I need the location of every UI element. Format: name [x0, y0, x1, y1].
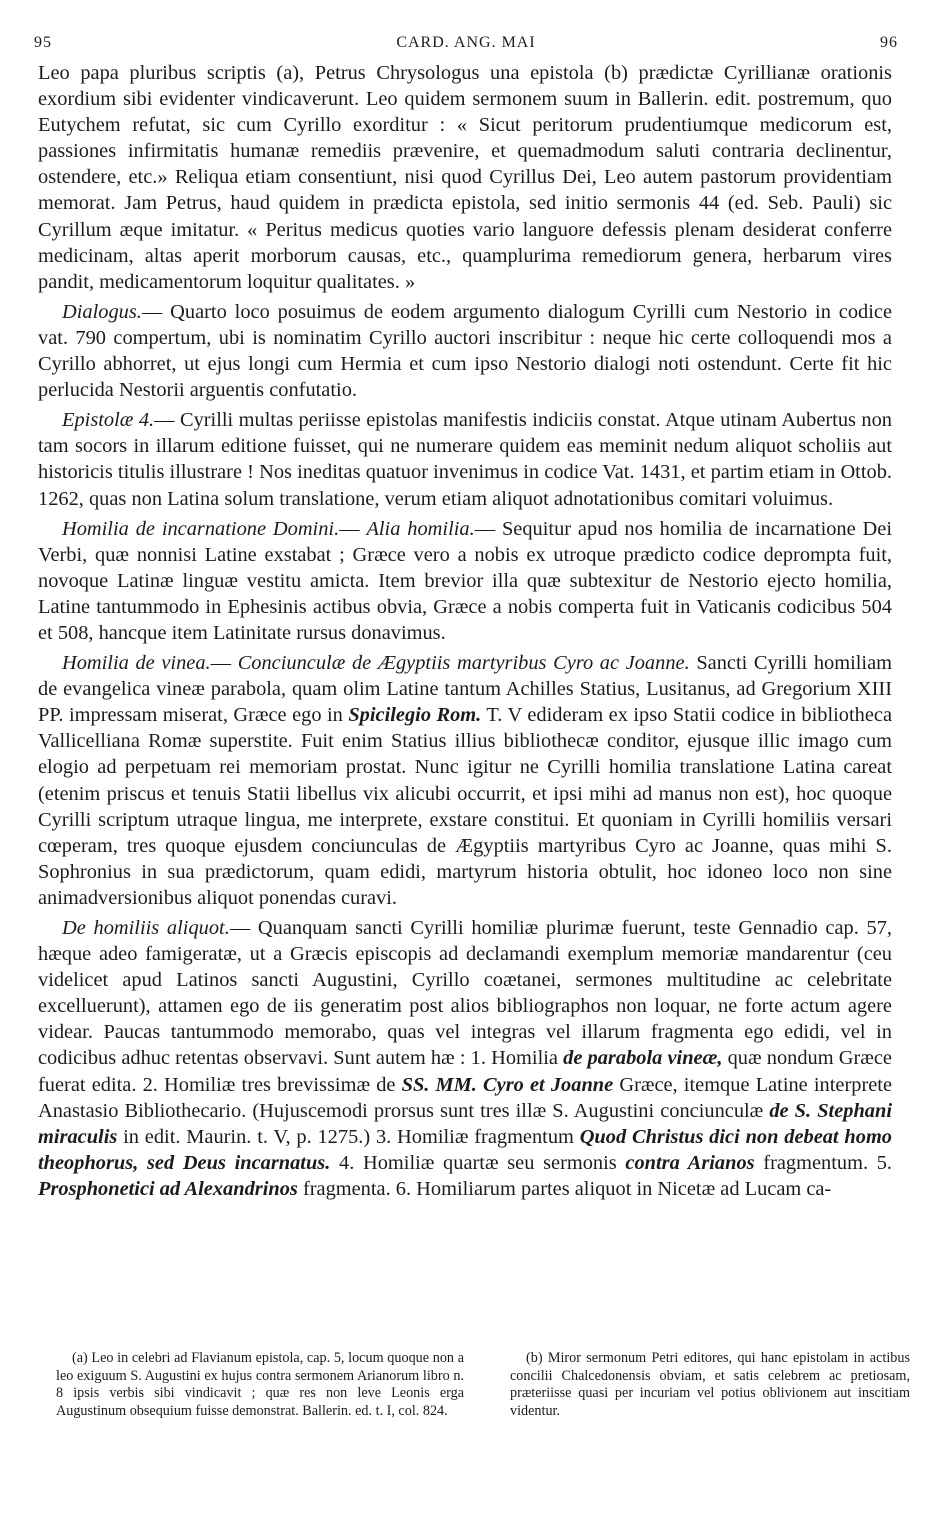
right-page-number: 96 — [880, 34, 898, 51]
italic-title: contra Arianos — [625, 1151, 755, 1174]
paragraph-homilia-incarnatione — [38, 516, 892, 646]
main-text — [38, 60, 892, 1202]
running-title: CARD. ANG. MAI — [396, 34, 536, 51]
section-label: Homilia de incarnatione Domini. — [62, 517, 340, 540]
label-dash: — — [339, 517, 367, 540]
footnote-a — [56, 1350, 464, 1420]
italic-title: de parabola vineæ, — [563, 1047, 723, 1070]
paragraph-text: fragmenta. 6. Homiliarum partes aliquot in Nicetæ ad Lucam ca- — [297, 1177, 832, 1200]
paragraph-text: — Sequitur apud nos homilia de incarnatione Dei Verbi, quæ nonnisi Latine exstabat ; Græce vero a nobis ex utroque prædicto codice deprompta fuit, novoque Latinæ linguæ vestitu amicta. Item brevior illa quæ subtexitur de Nestorio ejecto homilia, Latine tantummodo in Ephesinis actibus obvia, Græce a nobis comperta fuit in Vaticanis codicibus 504 et 508, hancque item Latinitate rursus donavimus. — [38, 517, 892, 644]
section-label: Dialogus. — [62, 300, 142, 323]
italic-title: Quod Christus dici non debeat homo theophorus, sed Deus incarnatus. — [38, 1125, 892, 1174]
section-label: Homilia de vinea. — [62, 652, 211, 675]
paragraph-epistolae — [38, 407, 892, 511]
paragraph-dialogus — [38, 299, 892, 403]
paragraph-text: quæ nondum Græce fuerat edita. 2. Homiliæ tres brevissimæ de — [38, 1047, 892, 1096]
section-label: Alia homilia. — [366, 517, 475, 540]
italic-title: de S. Stephani miraculis — [38, 1099, 892, 1148]
paragraph-text: fragmentum. 5. — [754, 1151, 893, 1174]
section-label: Epistolæ 4. — [62, 409, 155, 432]
footnote-b-text: (b) Miror sermonum Petri editores, qui hanc epistolam in actibus concilii Chalcedonensis obviam, et satis celebrem ac pretiosam, præteriisse quasi per incuriam vel potius oblivionem aut inscitiam videntur. — [510, 1350, 910, 1419]
paragraph-text: Græce, itemque Latine interprete Anastasio Bibliothecario. (Hujuscemodi prorsus sunt tres illæ S. Augustini conciunculæ — [38, 1073, 893, 1122]
italic-title: SS. MM. Cyro et Joanne — [401, 1073, 614, 1096]
paragraph-text: in edit. Maurin. t. V, p. 1275.) 3. Homiliæ fragmentum — [117, 1125, 580, 1148]
section-label: De homiliis aliquot. — [62, 917, 230, 939]
running-header — [34, 34, 898, 58]
label-dash: — — [210, 652, 238, 675]
italic-title: Spicilegio Rom. — [348, 704, 482, 727]
italic-title: Prosphonetici ad Alexandrinos — [38, 1177, 298, 1200]
paragraph-text: 4. Homiliæ quartæ seu sermonis — [330, 1151, 626, 1174]
paragraph-text: Sancti Cyrilli homiliam de evangelica vineæ parabola, quam olim Latine tantum Achilles Statius, Lusitanus, ad Gregorium XIII PP. impressam miserat, Græce ego in — [38, 652, 892, 727]
paragraph-text: — Cyrilli multas periisse epistolas manifestis indiciis constat. Atque utinam Aubertus non tam socors in illarum editione fuisset, qui ne numerare quidem eas meminit nedum aliquot scholiis aut historicis titulis illustrare ! Nos ineditas quatuor invenimus in codice Vat. 1431, et partim etiam in Ottob. 1262, quas non Latina solum translatione, verum etiam aliquot adnotationibus comitari voluimus. — [38, 409, 892, 510]
footnote-b — [510, 1350, 910, 1420]
footnote-a-text: (a) Leo in celebri ad Flavianum epistola, cap. 5, locum quoque non a leo exiguum S. Augustini ex hujus contra sermonem Arianorum libro n. 8 ipsis verbis sibi vindicavit ; quæ res non leve Leonis erga Augustinum obsequium fuisse demonstrat. Ballerin. ed. t. I, col. 824. — [56, 1350, 464, 1419]
left-page-number: 95 — [34, 34, 52, 51]
section-label: Conciunculæ de Ægyptiis martyribus Cyro ac Joanne. — [237, 652, 690, 675]
paragraph-text: T. V edideram ex ipso Statii codice in bibliotheca Vallicelliana Romæ superstite. Fuit enim Statius illius bibliothecæ conditor, ejusque illic imago cum elogio ad perpetuam rei memoriam prostat. Nunc igitur ne Cyrilli homilia translatione Latina careat (etenim priscus et tenuis Statii libellus vix alicubi occurrit, et ipsi mihi ad manus non est), hoc quoque Cyrilli scriptum utraque lingua, me interprete, exstare constitui. Et quoniam in Cyrilli homiliis versari cœperam, tres quoque ejusdem conciunculas de Ægyptiis martyribus Cyro ac Joanne, quas mihi S. Sophronius in sua prædictorum, quam edidi, martyrum historia obtulit, hoc idoneo loco non sine animadversionibus aliquot ponendas curavi. — [38, 704, 892, 909]
paragraph-de-homiliis — [38, 915, 892, 1202]
paragraph-leo-petrus — [38, 60, 892, 295]
paragraph-text: Leo papa pluribus scriptis (a), Petrus Chrysologus una epistola (b) prædictæ Cyrillianæ orationis exordium sibi evidenter vindicaverunt. Leo quidem sermonem suum in Ballerin. edit. postremum, quo Eutychem refutat, sic cum Cyrillo exorditur : « Sicut peritorum prudentiumque medicorum est, passiones infirmitatis humanæ remediis prævenire, et quemadmodum saluti contraria declinentur, ostendere, etc.» Reliqua etiam consentiunt, nisi quod Cyrillus Dei, Leo autem pastorum providentiam memorat. Jam Petrus, haud quidem in prædicta epistola, sed initio sermonis 44 (ed. Seb. Pauli) sic Cyrillum æque imitatur. « Peritus medicus quoties vario languore defessis plenam desiderat conferre medicinam, altas aperit morborum causas, etc., quamplurima remediorum genera, herbarum vires pandit, medicamentorum loquitur qualitates. » — [38, 62, 892, 293]
paragraph-homilia-vinea — [38, 650, 892, 911]
paragraph-text: — Quanquam sancti Cyrilli homiliæ plurimæ fuerunt, teste Gennadio cap. 57, hæque adeo famigeratæ, ut a Græcis episcopis ad declamandi exemplum memoriæ mandarentur (ceu videlicet apud Latinos sancti Augustini, Cyrillo coætanei, sermones multitudine ac celebritate excelluerunt), attamen ego de iis generatim post alios bibliographos non loquar, ne forte actum agere videar. Paucas tantummodo memorabo, quas vel integras vel illarum fragmenta ego edidi, vel in codicibus adhuc retentas observavi. Sunt autem hæ : 1. Homilia — [38, 917, 892, 1070]
paragraph-text: — Quarto loco posuimus de eodem argumento dialogum Cyrilli cum Nestorio in codice vat. 790 compertum, ubi is nominatim Cyrillo auctori inscribitur : neque hic certe colloquendi mos a Cyrillo abhorret, ut ejus longi cum Hermia et cum ipso Nestorio dialogi noti ostendunt. Certe fit hic perlucida Nestorii arguentis confutatio. — [38, 300, 892, 402]
